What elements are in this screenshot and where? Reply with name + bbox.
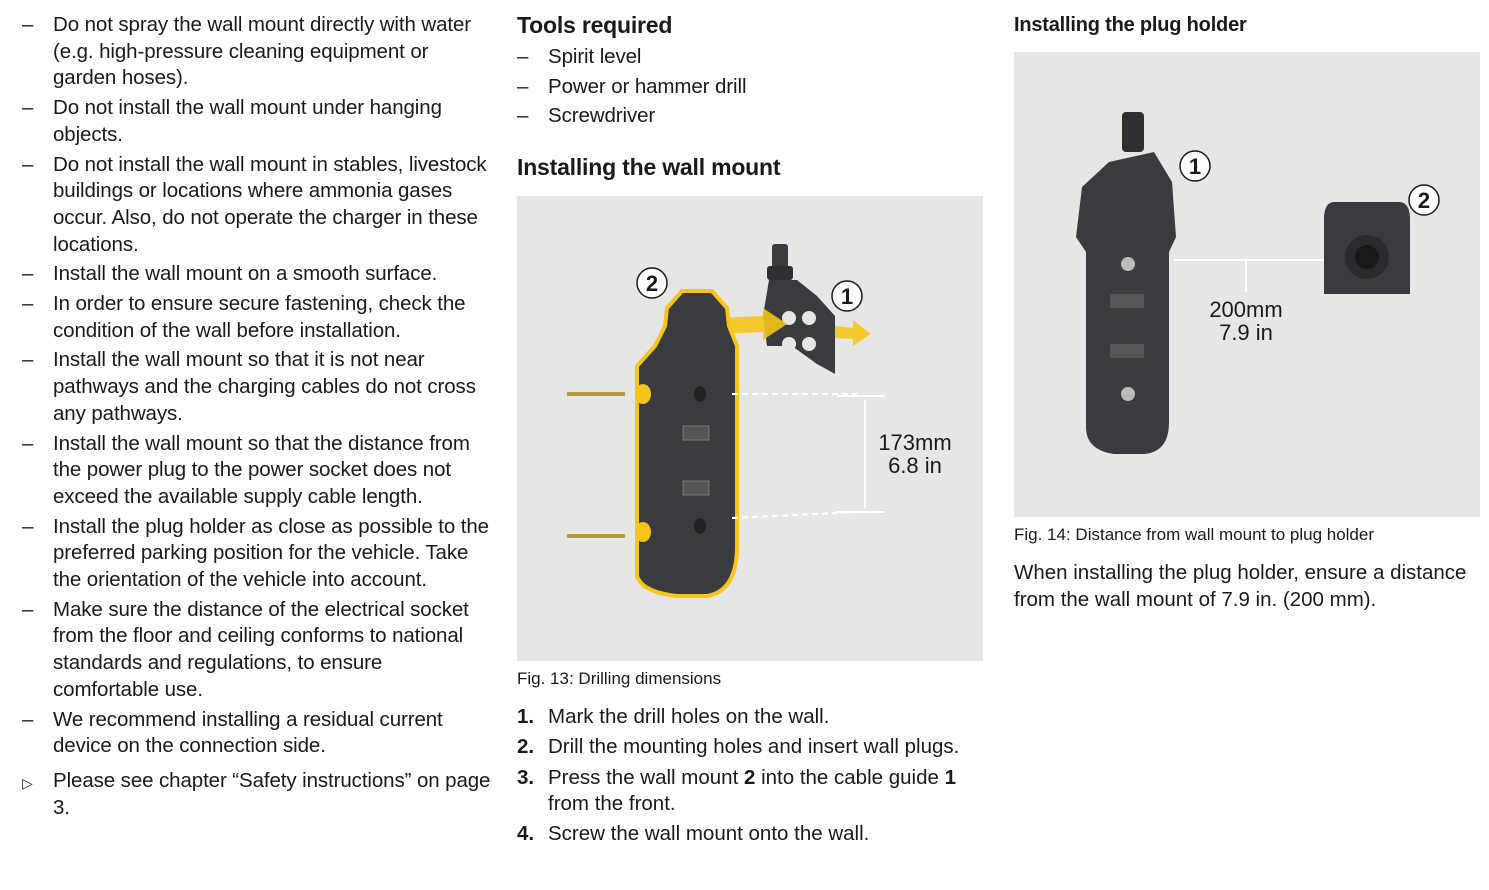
install-wall-mount-heading: Installing the wall mount xyxy=(517,154,781,181)
list-item: – Install the wall mount so that it is not near pathways and the charging cables do not cross any pathways. xyxy=(22,348,476,425)
dash-bullet: – xyxy=(517,45,529,68)
safety-reference-note: Please see chapter “Safety instructions” on page 3. xyxy=(53,768,491,819)
installation-steps xyxy=(517,704,987,848)
list-item: – Do not spray the wall mount directly with water (e.g. high-pressure cleaning equipment or garden hoses). xyxy=(22,13,472,90)
dash-bullet: – xyxy=(22,152,34,176)
dash-bullet: – xyxy=(22,431,34,455)
step-item: 1. Mark the drill holes on the wall. xyxy=(517,705,830,729)
drilling-dimensions-figure xyxy=(517,196,983,661)
dash-bullet: – xyxy=(22,707,34,731)
callout-1-label: 1 xyxy=(1188,154,1202,179)
figure-13-caption: Fig. 13: Drilling dimensions xyxy=(517,669,722,689)
plug-holder-heading: Installing the plug holder xyxy=(1014,14,1247,36)
dash-bullet: – xyxy=(22,348,34,372)
list-item: – Do not install the wall mount under hanging objects. xyxy=(22,96,442,146)
step-item: 3. Press the wall mount 2 into the cable guide 1 from the front. xyxy=(517,765,956,816)
list-item: – Install the wall mount on a smooth surface. xyxy=(22,261,492,288)
tools-list xyxy=(517,44,987,130)
list-item: – Install the wall mount so that the distance from the power plug to the power socket does not exceed the available supply cable length. xyxy=(22,431,470,508)
wall-mount-icon xyxy=(637,291,737,596)
cable-guide-icon xyxy=(763,244,835,374)
wall-mount-icon xyxy=(1076,112,1176,454)
wall-mount-column xyxy=(517,10,987,852)
screw-icon xyxy=(567,522,651,542)
plug-holder-distance-text: When installing the plug holder, ensure a distance from the wall mount of 7.9 in. (200 mm). xyxy=(1014,561,1467,611)
dimension-mm-label: 173mm xyxy=(878,430,952,456)
list-item: – Screwdriver xyxy=(517,103,987,130)
list-item: – In order to ensure secure fastening, check the condition of the wall before installation. xyxy=(22,292,466,342)
drilling-dimensions-illustration xyxy=(517,196,983,661)
dash-bullet: – xyxy=(22,262,34,286)
callout-1-label: 1 xyxy=(840,284,854,310)
note-item xyxy=(22,768,492,821)
dash-bullet: – xyxy=(517,74,529,98)
screw-icon xyxy=(567,384,651,404)
list-item: – Spirit level xyxy=(517,44,987,71)
dash-bullet: – xyxy=(22,292,34,316)
dimension-in-label: 7.9 in xyxy=(1219,320,1273,345)
callout-2-label: 2 xyxy=(1417,188,1431,213)
plug-holder-column xyxy=(1014,10,1484,613)
dash-bullet: – xyxy=(517,104,529,128)
figure-14-caption: Fig. 14: Distance from wall mount to plug holder xyxy=(1014,525,1375,544)
dash-bullet: – xyxy=(22,96,34,120)
list-item: – Do not install the wall mount in stables, livestock buildings or locations where ammonia gases occur. Also, do not operate the charger in these locations. xyxy=(22,152,487,256)
list-item: – We recommend installing a residual current device on the connection side. xyxy=(22,707,443,758)
dash-bullet: – xyxy=(22,597,34,621)
dash-bullet: – xyxy=(22,13,34,36)
tools-heading: Tools required xyxy=(517,12,673,38)
step-item: 4. Screw the wall mount onto the wall. xyxy=(517,822,870,846)
dimension-in-label: 6.8 in xyxy=(888,453,942,479)
plug-holder-distance-illustration xyxy=(1014,52,1480,517)
dimension-mm-label: 200mm xyxy=(1209,297,1283,322)
safety-list xyxy=(22,12,492,821)
plug-holder-icon xyxy=(1324,202,1410,294)
dash-bullet: – xyxy=(22,514,34,538)
safety-notes-column xyxy=(22,12,492,824)
triangle-bullet-icon: ▷ xyxy=(22,774,33,791)
direction-arrow-icon xyxy=(835,320,871,346)
callout-2-label: 2 xyxy=(645,271,659,297)
list-item: – Install the plug holder as close as possible to the preferred parking position for the vehicle. Take the orientation of the vehicle into account. xyxy=(22,514,489,592)
list-item: – Power or hammer drill xyxy=(517,74,987,101)
plug-holder-distance-figure xyxy=(1014,52,1480,517)
list-item: – Make sure the distance of the electrical socket from the floor and ceiling conforms to national standards and regulations, to ensure comfortable use. xyxy=(22,597,469,701)
step-item: 2. Drill the mounting holes and insert wall plugs. xyxy=(517,735,960,759)
